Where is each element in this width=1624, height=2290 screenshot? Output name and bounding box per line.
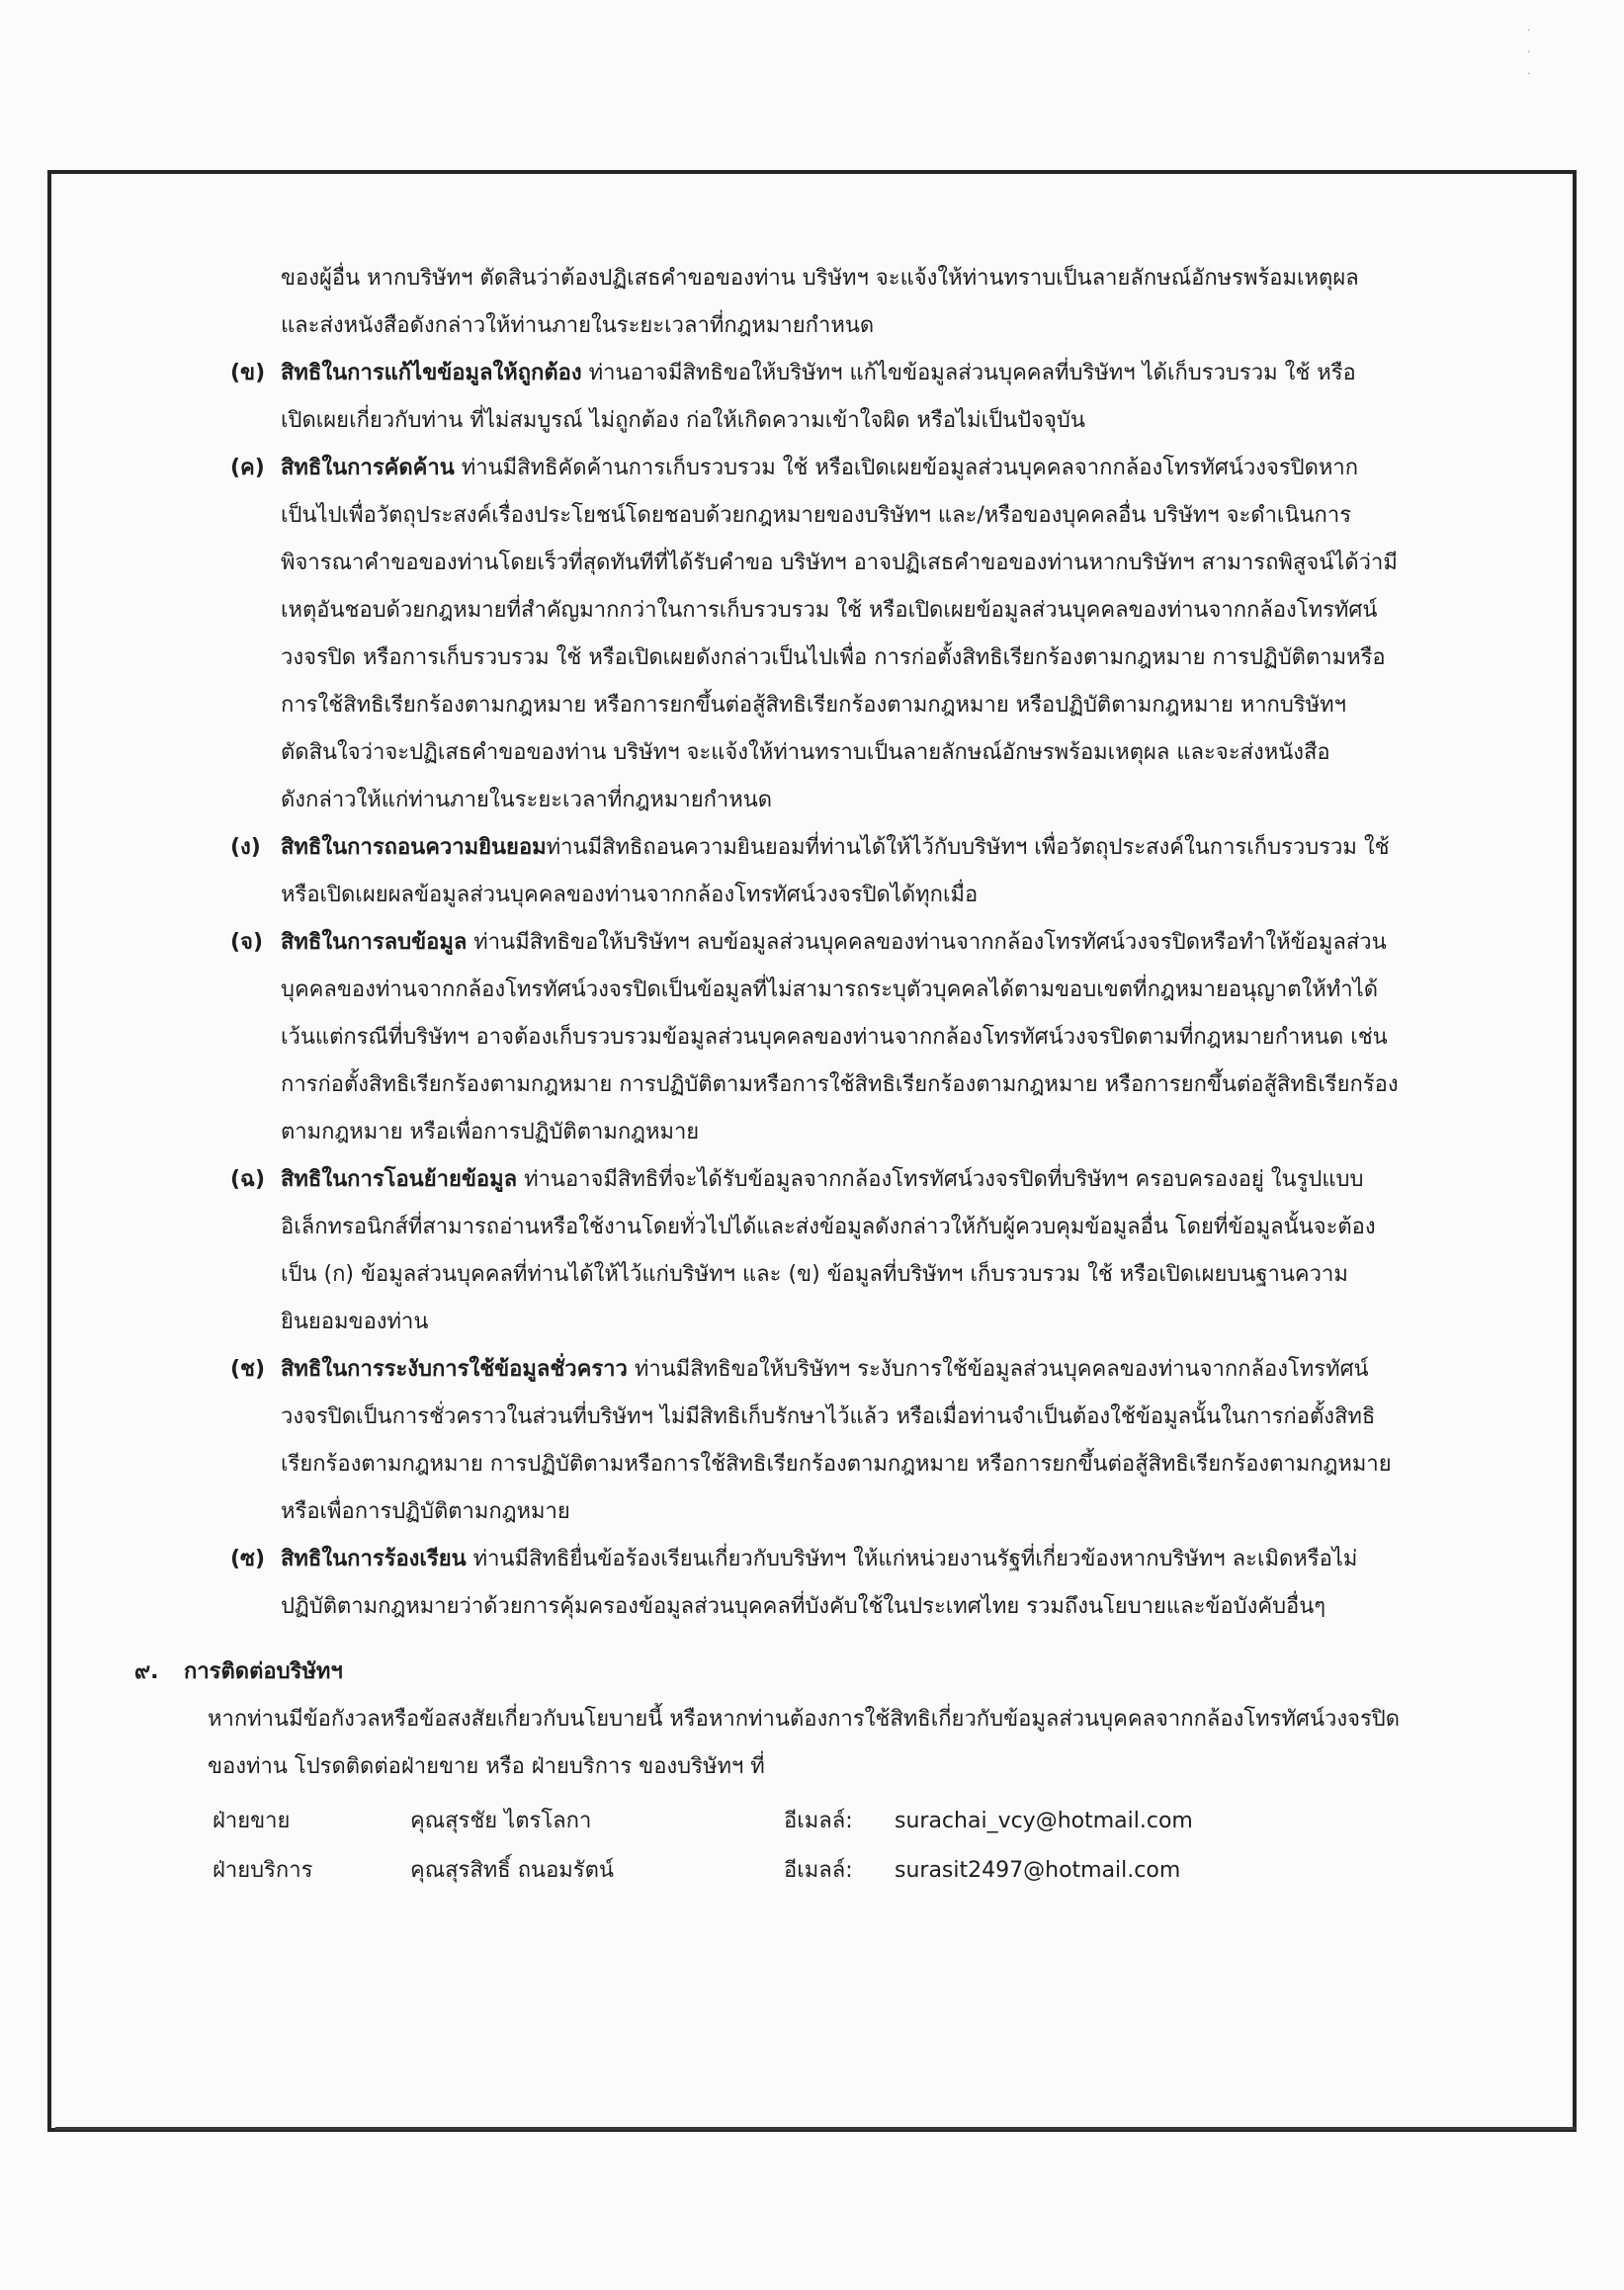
text-line: หากท่านมีข้อกังวลหรือข้อสงสัยเกี่ยวกับนโยบายนี้ หรือหากท่านต้องการใช้สิทธิเกี่ยวกับข้อมูลส่วนบุคคลจากกล้องโทรทัศน์วงจรปิด [208,1707,1401,1732]
text-line: การใช้สิทธิเรียกร้องตามกฎหมาย หรือการยกขึ้นต่อสู้สิทธิเรียกร้องตามกฎหมาย หรือปฏิบัติตามกฎหมาย หากบริษัทฯ [281,693,1347,718]
contact-email-label: อีเมลล์: [784,1858,853,1883]
text-line: ของท่าน โปรดติดต่อฝ่ายขาย หรือ ฝ่ายบริการ ของบริษัทฯ ที่ [208,1754,765,1779]
item-title: สิทธิในการลบข้อมูล [281,930,468,955]
item-title: สิทธิในการคัดค้าน [281,456,455,480]
item-label: (จ) [230,930,263,955]
item-first-line: ท่านอาจมีสิทธิขอให้บริษัทฯ แก้ไขข้อมูลส่วนบุคคลที่บริษัทฯ ได้เก็บรวบรวม ใช้ หรือ [581,361,1356,385]
text-line: หรือเปิดเผยผลข้อมูลส่วนบุคคลของท่านจากกล้องโทรทัศน์วงจรปิดได้ทุกเมื่อ [281,883,979,907]
text-line: วงจรปิด หรือการเก็บรวบรวม ใช้ หรือเปิดเผยดังกล่าวเป็นไปเพื่อ การก่อตั้งสิทธิเรียกร้องตามกฎหมาย การปฏิบัติตามหรือ [281,645,1386,670]
item-title: สิทธิในการระงับการใช้ข้อมูลชั่วคราว [281,1357,628,1382]
item-first-line: ท่านมีสิทธิถอนความยินยอมที่ท่านได้ให้ไว้กับบริษัทฯ เพื่อวัตถุประสงค์ในการเก็บรวบรวม ใช้ [546,835,1390,860]
text-line [281,1536,1483,1583]
text-line: ตัดสินใจว่าจะปฏิเสธคำขอของท่าน บริษัทฯ จะแจ้งให้ท่านทราบเป็นลายลักษณ์อักษรพร้อมเหตุผล และจะส่งหนังสือ [281,740,1330,765]
section-heading [119,1649,1483,1696]
item-title: สิทธิในการแก้ไขข้อมูลให้ถูกต้อง [281,361,582,385]
item-first-line: ท่านอาจมีสิทธิที่จะได้รับข้อมูลจากกล้องโทรทัศน์วงจรปิดที่บริษัทฯ ครอบครองอยู่ ในรูปแบบ [517,1167,1364,1192]
text-line: เป็น (ก) ข้อมูลส่วนบุคคลที่ท่านได้ให้ไว้แก่บริษัทฯ และ (ข) ข้อมูลที่บริษัทฯ เก็บรวบรวม ใช้ หรือเปิดเผยบนฐานความ [281,1262,1348,1287]
item-label: (ง) [230,835,261,860]
section-contact-company [119,1649,1483,1896]
contact-row-service [213,1846,1483,1896]
contact-email-label: อีเมลล์: [784,1809,853,1833]
rights-item-withdraw-consent [119,824,1483,919]
item-title: สิทธิในการโอนย้ายข้อมูล [281,1167,518,1192]
contact-email: surasit2497@hotmail.com [895,1858,1181,1883]
page-border-bottom-double [55,2127,1577,2130]
contact-department: ฝ่ายบริการ [213,1858,313,1883]
rights-item-erasure [119,919,1483,1156]
text-line [281,1346,1483,1394]
text-line: เป็นไปเพื่อวัตถุประสงค์เรื่องประโยชน์โดยชอบด้วยกฎหมายของบริษัทฯ และ/หรือของบุคคลอื่น บริษัทฯ จะดำเนินการ [281,503,1352,528]
rights-item-complaint [119,1536,1483,1631]
contact-row-sales [213,1797,1483,1846]
scan-speck-marks: · · · [1527,24,1531,80]
text-line: เรียกร้องตามกฎหมาย การปฏิบัติตามหรือการใช้สิทธิเรียกร้องตามกฎหมาย หรือการยกขึ้นต่อสู้สิทธิเรียกร้องตามกฎหมาย [281,1452,1392,1477]
contact-name: คุณสุรชัย ไตรโลกา [410,1809,592,1833]
item-label: (ฉ) [230,1167,266,1192]
text-line: ตามกฎหมาย หรือเพื่อการปฏิบัติตามกฎหมาย [281,1120,700,1145]
rights-item-restriction [119,1346,1483,1536]
text-line: เว้นแต่กรณีที่บริษัทฯ อาจต้องเก็บรวบรวมข้อมูลส่วนบุคคลของท่านจากกล้องโทรทัศน์วงจรปิดตามที่กฎหมายกำหนด เช่น [281,1025,1388,1050]
text-line: และส่งหนังสือดังกล่าวให้ท่านภายในระยะเวลาที่กฎหมายกำหนด [281,313,875,338]
text-line [281,1156,1483,1204]
text-line [281,350,1483,397]
rights-item-portability [119,1156,1483,1346]
item-first-line: ท่านมีสิทธิยื่นข้อร้องเรียนเกี่ยวกับบริษัทฯ ให้แก่หน่วยงานรัฐที่เกี่ยวข้องหากบริษัทฯ ละเมิดหรือไม่ [466,1547,1358,1571]
rights-item-objection [119,445,1483,824]
text-line [281,445,1483,492]
document-body [119,255,1483,1896]
item-title: สิทธิในการถอนความยินยอม [281,835,547,860]
item-title: สิทธิในการร้องเรียน [281,1547,467,1571]
item-first-line: ท่านมีสิทธิขอให้บริษัทฯ ระงับการใช้ข้อมูลส่วนบุคคลของท่านจากกล้องโทรทัศน์ [627,1357,1369,1382]
item-label: (ช) [230,1357,266,1382]
text-line: เหตุอันชอบด้วยกฎหมายที่สำคัญมากกว่าในการเก็บรวบรวม ใช้ หรือเปิดเผยข้อมูลส่วนบุคคลของท่านจากกล้องโทรทัศน์ [281,598,1378,623]
text-line: บุคคลของท่านจากกล้องโทรทัศน์วงจรปิดเป็นข้อมูลที่ไม่สามารถระบุตัวบุคคลได้ตามขอบเขตที่กฎหมายอนุญาตให้ทำได้ [281,977,1378,1002]
item-label: (ค) [230,456,265,480]
text-line: เปิดเผยเกี่ยวกับท่าน ที่ไม่สมบูรณ์ ไม่ถูกต้อง ก่อให้เกิดความเข้าใจผิด หรือไม่เป็นปัจจุบัน [281,408,1085,433]
contact-email: surachai_vcy@hotmail.com [895,1809,1193,1833]
section-number: ๙. [134,1659,159,1684]
text-line [281,824,1483,872]
text-line: ดังกล่าวให้แก่ท่านภายในระยะเวลาที่กฎหมายกำหนด [281,788,773,812]
contact-name: คุณสุรสิทธิ์ ถนอมรัตน์ [410,1858,614,1883]
contact-table [119,1797,1483,1896]
text-line [281,919,1483,967]
item-first-line: ท่านมีสิทธิคัดค้านการเก็บรวบรวม ใช้ หรือเปิดเผยข้อมูลส่วนบุคคลจากกล้องโทรทัศน์วงจรปิดหาก [454,456,1359,480]
text-line: หรือเพื่อการปฏิบัติตามกฎหมาย [281,1499,570,1524]
rights-item-rectification [119,350,1483,445]
contact-department: ฝ่ายขาย [213,1809,291,1833]
continuation-paragraph [119,255,1483,350]
text-line: การก่อตั้งสิทธิเรียกร้องตามกฎหมาย การปฏิบัติตามหรือการใช้สิทธิเรียกร้องตามกฎหมาย หรือการยกขึ้นต่อสู้สิทธิเรียกร้อง [281,1072,1399,1097]
item-first-line: ท่านมีสิทธิขอให้บริษัทฯ ลบข้อมูลส่วนบุคคลของท่านจากกล้องโทรทัศน์วงจรปิดหรือทำให้ข้อมูลส่วน [467,930,1387,955]
item-label: (ซ) [230,1547,266,1571]
text-line: วงจรปิดเป็นการชั่วคราวในส่วนที่บริษัทฯ ไม่มีสิทธิเก็บรักษาไว้แล้ว หรือเมื่อท่านจำเป็นต้องใช้ข้อมูลนั้นในการก่อตั้งสิทธิ [281,1404,1376,1429]
text-line: ปฏิบัติตามกฎหมายว่าด้วยการคุ้มครองข้อมูลส่วนบุคคลที่บังคับใช้ในประเทศไทย รวมถึงนโยบายและข้อบังคับอื่นๆ [281,1594,1326,1619]
section-title: การติดต่อบริษัทฯ [184,1659,343,1684]
text-line: ของผู้อื่น หากบริษัทฯ ตัดสินว่าต้องปฏิเสธคำขอของท่าน บริษัทฯ จะแจ้งให้ท่านทราบเป็นลายลักษณ์อักษรพร้อมเหตุผล [281,266,1359,291]
item-label: (ข) [230,361,266,385]
text-line: ยินยอมของท่าน [281,1310,429,1334]
text-line: อิเล็กทรอนิกส์ที่สามารถอ่านหรือใช้งานโดยทั่วไปได้และส่งข้อมูลดังกล่าวให้กับผู้ควบคุมข้อมูลอื่น โดยที่ข้อมูลนั้นจะต้อง [281,1215,1376,1239]
text-line: พิจารณาคำขอของท่านโดยเร็วที่สุดทันทีที่ได้รับคำขอ บริษัทฯ อาจปฏิเสธคำขอของท่านหากบริษัทฯ สามารถพิสูจน์ได้ว่ามี [281,551,1398,575]
